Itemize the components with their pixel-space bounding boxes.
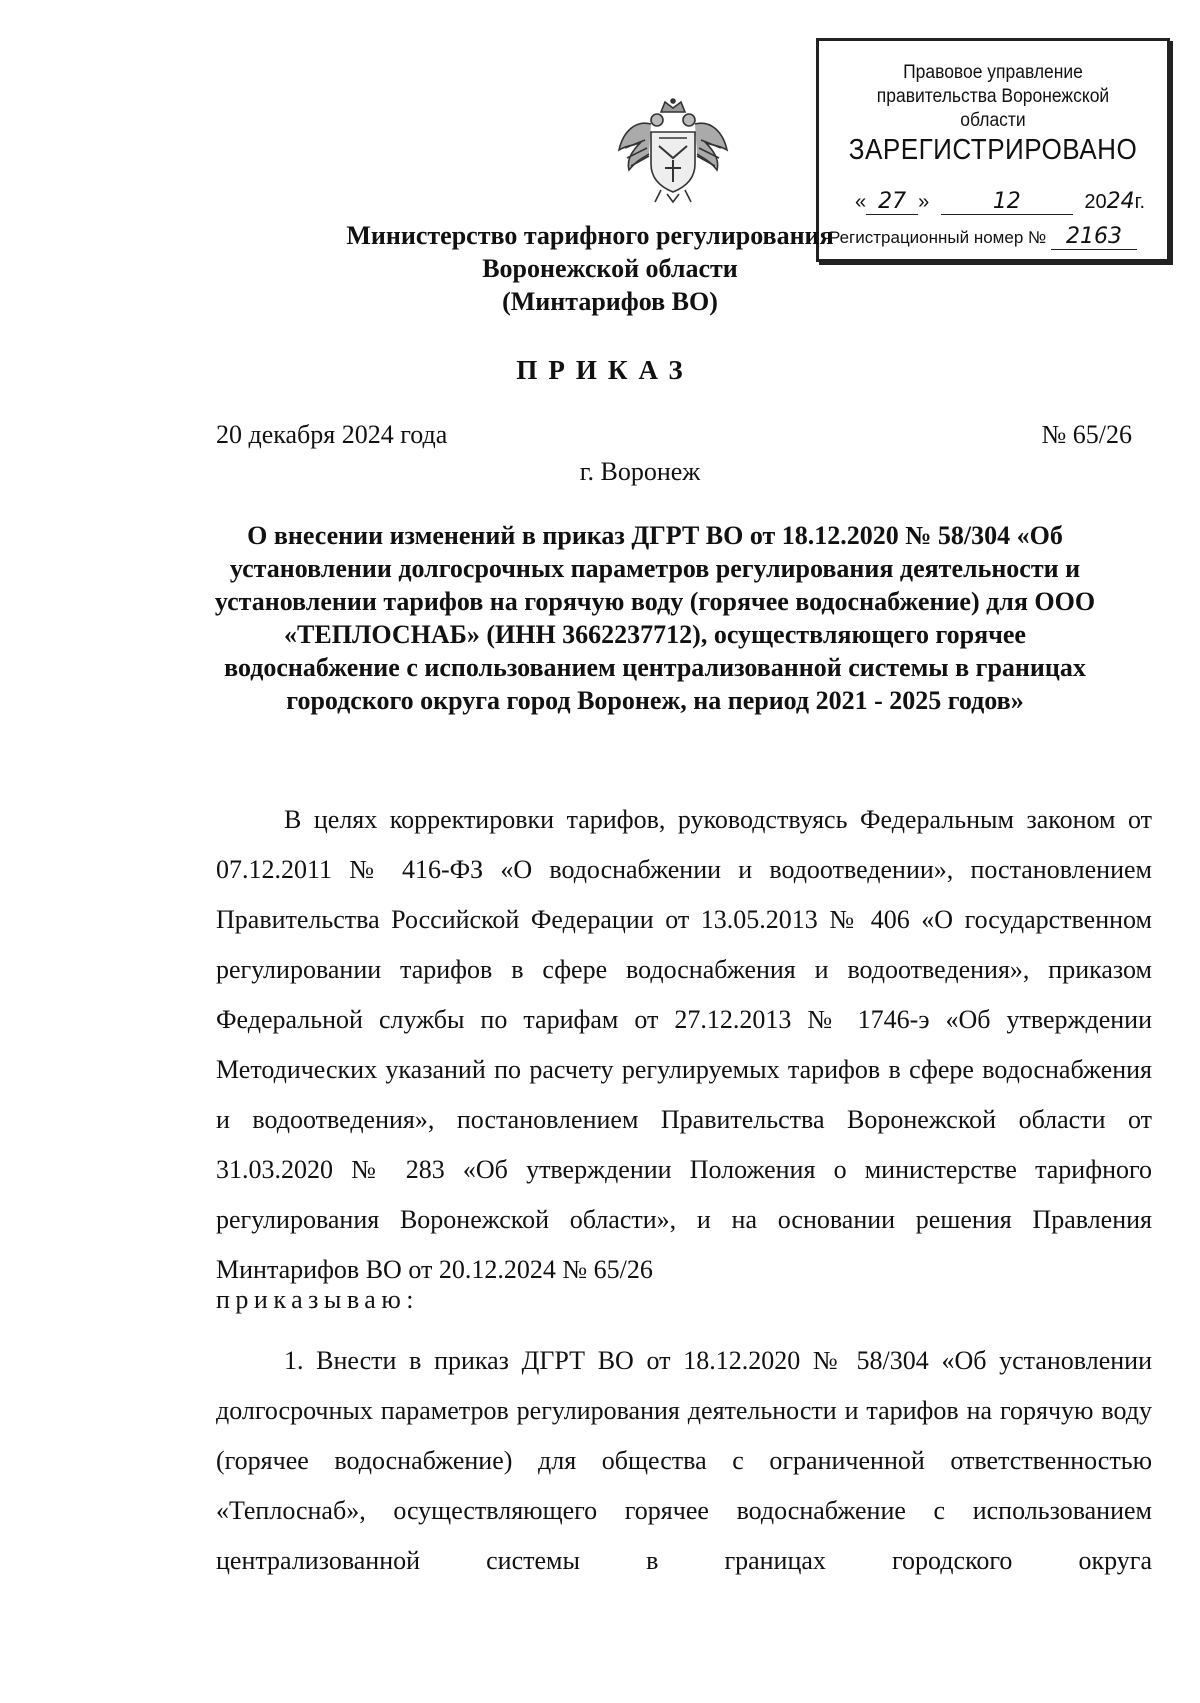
stamp-day: 27 bbox=[866, 189, 918, 215]
stamp-year-suffix: 24 bbox=[1106, 189, 1135, 214]
ministry-short-name: (Минтарифов ВО) bbox=[502, 287, 718, 316]
stamp-reg-label: Регистрационный номер № bbox=[829, 228, 1047, 247]
ministry-header bbox=[0, 219, 1200, 318]
stamp-quote-close: » bbox=[918, 191, 930, 213]
stamp-month: 12 bbox=[941, 189, 1073, 215]
stamp-status: ЗАРЕГИСТРИРОВАНО bbox=[848, 134, 1138, 166]
clause-1-paragraph: 1. Внести в приказ ДГРТ ВО от 18.12.2020 № 58/304 «Об установлении долгосрочных параметров регулирования деятельности и тарифов на горячую воду (горячее водоснабжение) для общества с ограниченной ответственностью «Теплоснаб», осуществляющего горячее водоснабжение с использованием централизованной системы в границах городского округа bbox=[216, 1346, 1152, 1575]
stamp-year-end: г. bbox=[1134, 191, 1146, 213]
document-city: г. Воронеж bbox=[579, 457, 701, 486]
coat-of-arms-emblem bbox=[615, 98, 731, 204]
document-type: ПРИКАЗ bbox=[516, 355, 694, 385]
order-word: приказываю: bbox=[216, 1285, 419, 1314]
document-title: О внесении изменений в приказ ДГРТ ВО от 18.12.2020 № 58/304 «Об установлении долгосрочных параметров регулирования деятельности и установлении тарифов на горячую воду (горячее водоснабжение) для ООО «ТЕПЛОСНАБ» (ИНН 3662237712), осуществляющего горячее водоснабжение с использованием централизованной системы в границах городского округа город Воронеж, на период 2021 - 2025 годов» bbox=[214, 521, 1096, 715]
ministry-region: Воронежской области bbox=[482, 254, 738, 283]
preamble-paragraph: В целях корректировки тарифов, руководствуясь Федеральным законом от 07.12.2011 № 416-ФЗ «О водоснабжении и водоотведении», постановлением Правительства Российской Федерации от 13.05.2013 № 406 «О государственном регулировании тарифов в сфере водоснабжения и водоотведения», приказом Федеральной службы по тарифам от 27.12.2013 № 1746-э «Об утверждении Методических указаний по расчету регулируемых тарифов в сфере водоснабжения и водоотведения», постановлением Правительства Воронежской области от 31.03.2020 № 283 «Об утверждении Положения о министерстве тарифного регулирования Воронежской области», и на основании решения Правления Минтарифов ВО от 20.12.2024 № 65/26 bbox=[216, 805, 1152, 1284]
document-number: № 65/26 bbox=[1041, 420, 1132, 449]
document-date: 20 декабря 2024 года bbox=[216, 420, 448, 449]
stamp-quote-open: « bbox=[855, 191, 867, 213]
stamp-year-prefix: 20 bbox=[1084, 191, 1107, 213]
ministry-name: Министерство тарифного регулирования bbox=[346, 221, 834, 250]
stamp-reg-number: 2163 bbox=[1051, 224, 1137, 250]
stamp-organization: Правовое управление правительства Воронежской области bbox=[876, 62, 1110, 131]
stamp-date bbox=[855, 189, 1145, 215]
